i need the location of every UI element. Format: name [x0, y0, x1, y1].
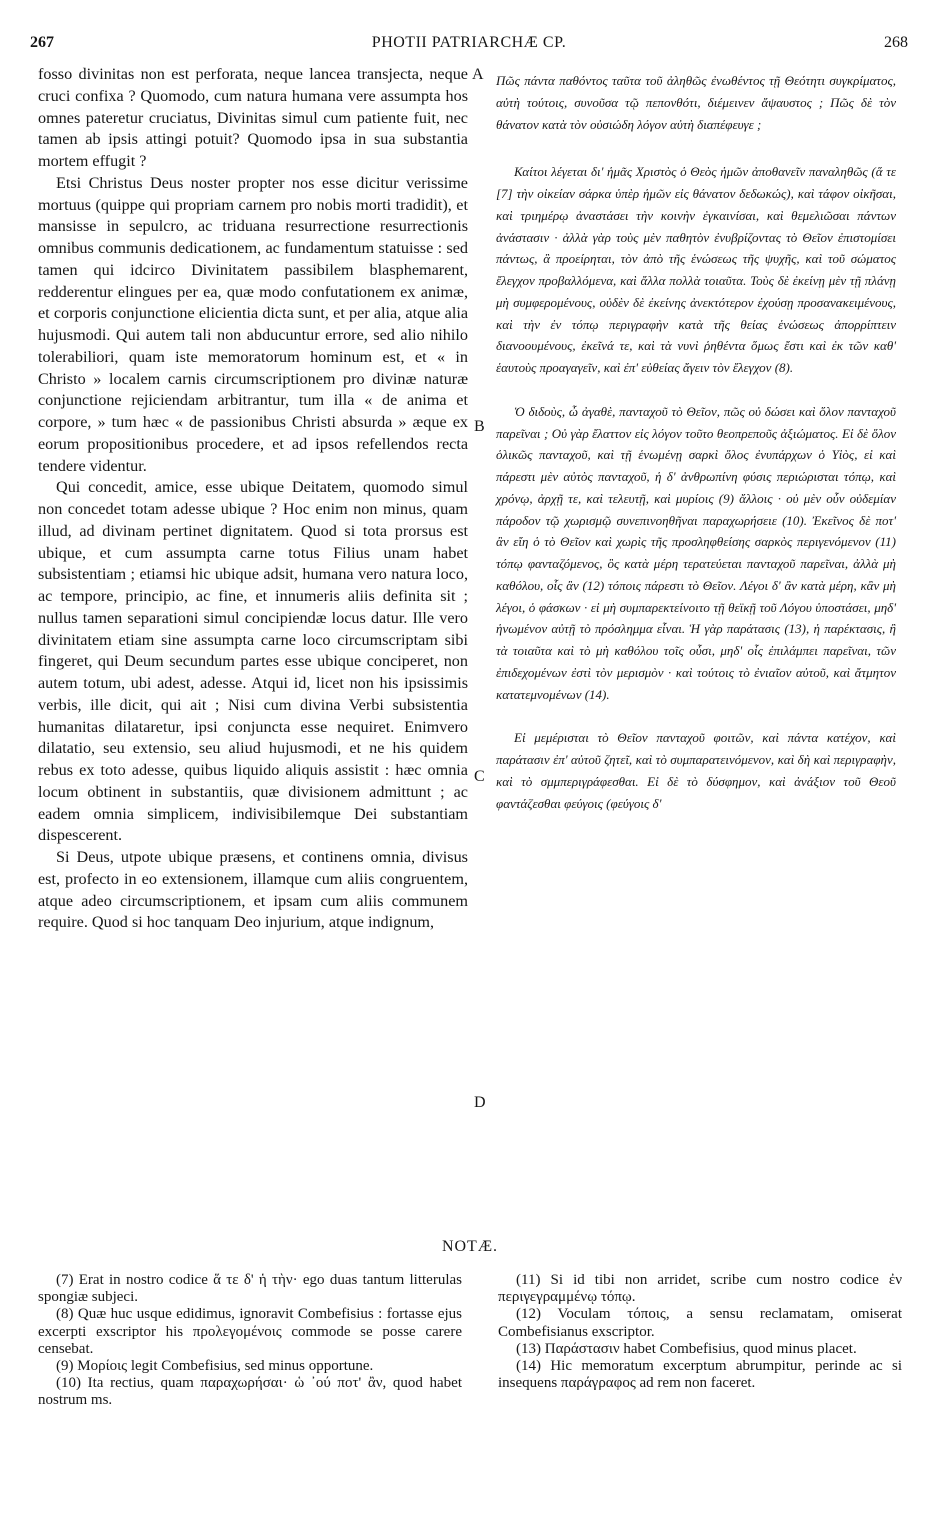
- greek-paragraph: Καίτοι λέγεται δι' ἡμᾶς Χριστὸς ὁ Θεὸς ἡμῶν ἀποθανεῖν παναληθῶς (ἅ τε [7] τὴν οἰκείαν σάρκα ὑπὲρ ἡμῶν εἰς θάνατον δεδωκώς), καὶ τάφον οἰκῆσαι, καὶ τριημέρῳ ἀναστάσει τὴν κοινὴν ἐγκαινίσαι, καὶ θεμελιῶσαι πάντων ἀνάστασιν · ἀλλὰ γὰρ τοὺς μὲν παθητὸν ἐνυβρίζοντας τὸ Θεῖον ἐπιστομίσει πάντως, ἃ προείρηται, τὸν ἀπὸ τῆς ἑνώσεως τῆς ψυχῆς, καὶ τοῦ σώματος ἔλεγχον προβαλλόμενα, καὶ ἄλλα πολλὰ τοιαῦτα. Τοὺς δὲ ἐκείνῃ μὲν τῇ πλάνῃ μὴ συμφερομένους, οὐδὲν δὲ ἐκείνης ἀνεκτότερον ἐχούσῃ προσανακειμένους, καὶ τὴν ἐν τόπῳ περιγραφὴν κατὰ τῆς θείας ἑνώσεως ἀπορρίπτειν διανοουμένους, ἐκεῖνά τε, καὶ τὰ νυνὶ ῥηθέντα ὅμως ἔστι καὶ ἐκ τῶν καθ' ἑαυτοὺς προαγαγεῖν, καὶ ἐπ' εὐθείας ἄγειν τὸν ἔλεγχον (8).: [496, 164, 896, 375]
- footnote: (10) Ita rectius, quam παραχωρήσαι· ὡ ᾿ού ποτ' ἂν, quod habet nostrum ms.: [38, 1375, 462, 1409]
- section-marker-a: A: [472, 66, 484, 83]
- greek-paragraph: Ὁ διδοὺς, ὦ ἀγαθὲ, πανταχοῦ τὸ Θεῖον, πῶς οὐ δώσει καὶ ὅλον πανταχοῦ παρεῖναι ; Οὐ γὰρ ἔλαττον εἰς λόγον τοῦτο θεοπρεποῦς ἀξιώματος. Εἰ δὲ ὅλον ὁλικῶς πανταχοῦ, καὶ τῇ ἑνωμένῃ σαρκὶ ὅλος ἐνυπάρχων ὁ Υἱὸς, εἰ καὶ πάρεστι μὲν αὐτὸς πανταχοῦ, ἡ δ' ἀνθρωπίνη φύσις περιώρισται τόπῳ, καὶ χρόνῳ, ἀρχῇ τε, καὶ τελευτῇ, καὶ μυρίοις (9) ἄλλοις · οὐ μὲν οὖν οὐδεμίαν πάροδον τῷ χωρισμῷ συνεπινοηθῆναι παραχωρήσειε (10). Ἐκεῖνος δὲ ποτ' ἂν εἴη ὁ τὸ Θεῖον καὶ χωρὶς τῆς προσληφθείσης σαρκὸς περιγενόμενον (11) τόπῳ φανταζόμενος, ὃς κατὰ μέρη τερατεύεται πανταχοῦ παρεῖναι, ἀλλὰ μὴ καθόλου, οἷς ἂν (12) τόποις πάρεστι τὸ Θεῖον. Λέγοι δ' ἂν κατὰ μέρη, κἂν μὴ λέγοι, ὁ φάσκων · εἰ μὴ συμπαρεκτείνοιτο τῇ θεϊκῇ τοῦ Λόγου ὑποστάσει, μηδ' ἡνωμένον αὐτῇ τὸ πρόσλημμα εἶναι. Ἡ γὰρ παράτασις (13), ἡ παρέκτασις, ἢ τὰ τοιαῦτα καὶ τὸ μὴ καθόλου τοῖς οὖσι, μηδ' οἷς ἐπιλάμπει παρεῖναι, τῶν ἐπιδεχομένων ἐστὶ τὸν μερισμὸν · καὶ τούτοις τὸ ἐνιαῖον αὐτοῦ, καὶ ἄτμητον κατατεμνομένων (14).: [496, 403, 896, 702]
- footnote: (8) Quæ huc usque edidimus, ignoravit Combefisius : fortasse ejus excerpti exscriptor his προλεγομένοις commode se posse carere censebat.: [38, 1306, 462, 1357]
- latin-paragraph: Si Deus, utpote ubique præsens, et continens omnia, divisus est, profecto in eo extensionem, illamque cum aliis congruentem, atque adeo circumscriptionem, et ipsam cum aliis communem require. Quod si hoc tanquam Deo injurium, atque indignum,: [38, 848, 468, 932]
- latin-paragraph: Etsi Christus Deus noster propter nos esse dicitur verissime mortuus (quippe qui propriam carnem pro nobis morti tradidit), et mansisse in sepulcro, ac triduana resurrectione resurrectionis omnibus communis dedicationem, ac fundamentum statuisse : sed tamen qui idcirco Divinitatem passibilem blasphemarent, redderentur elingues per ea, quæ modo confutationem ex animæ, et corporis conjunctione elicientia dicta sunt, et per alia, atque alia hujusmodi. Qui autem tali non abducuntur errore, sed alio nihilo tolerabiliori, quam iste memoratorum hominum est, et « in Christo » localem carnis circumscriptionem pro divinæ naturæ conjunctione rejiciendam arbitrantur, tum illa « de anima et corpore, » tum hæc « de passionibus Christi absurda » æque ex eorum propositionibus procedere, et ad ipsos refellendos recta tendere videntur.: [38, 173, 468, 475]
- footnote: (12) Voculam τόποις, a sensu reclamatam, omiserat Combefisianus exscriptor.: [498, 1306, 902, 1340]
- footnote: (13) Παράστασιν habet Combefisius, quod minus placet.: [516, 1340, 857, 1357]
- footnote: (7) Erat in nostro codice ἅ τε δ' ἡ τὴν· ego duas tantum litterulas spongiæ subjeci.: [38, 1272, 462, 1306]
- footnote: (9) Μορίοις legit Combefisius, sed minus opportune.: [56, 1358, 374, 1375]
- latin-paragraph: fosso divinitas non est perforata, neque lancea transjecta, neque cruci confixa ? Quomodo, cum natura humana vere assumpta hos omnes pateretur cruciatus, Divinitas simul cum patiente fuit, nec tamen ab ipsis attingi potuit? Quomodo ipsa in sua substantia mortem effugit ?: [38, 65, 468, 170]
- notes-right-column: [498, 1272, 902, 1392]
- page-header: [30, 34, 908, 56]
- latin-paragraph: Qui concedit, amice, esse ubique Deitatem, quomodo simul non concedet totam adesse ubique ? Hoc enim non minus, quam illud, ad divinam pertinet dignitatem. Quod si tota prorsus est ubique, et cum assumpta carne totus Filius unam habet subsistentiam ; etiamsi hic ubique adsit, humana vero natura loco, ac tempore, principio, ac fine, et innumeris aliis definita sit ; nullus tamen separationi simul concipiendæ locus datur. Ille vero divinitatem etiam sine assumpta carne loco circumscriptam sibi fingeret, qui Deum secundum partes esse ubique conciperet, non autem totum, ubi adest, adesse. Atqui id, licet non his ipsissimis verbis, ille dicit, qui ait ; Nisi cum divina Verbi subsistentia humanitas dilataretur, ipsi conjuncta esse nequiret. Enimvero dilatatio, seu extensio, seu aliud hujusmodi, et ne his quidem rebus ex toto adesse, quibus liquido aliquis assistit : hæc omnia locum obtinent in substantiis, quæ divisionem admittunt ; ac eadem omnia simplicem, indivisibilemque Dei substantiam dispescerent.: [38, 478, 468, 845]
- section-marker-c: C: [474, 768, 485, 785]
- greek-paragraph: Πῶς πάντα παθόντος ταῦτα τοῦ ἀληθῶς ἐνωθέντος τῇ Θεότητι συγκρίματος, αὐτὴ τούτοις, συνοῦσα τῷ πεπονθότι, διέμεινεν ἄψαυστος ; Πῶς δὲ τὸν θάνατον κατὰ τὸν οὐσιώδη λόγον αὐτὴ διαπέφευγε ;: [496, 73, 896, 132]
- page-number-left: 267: [30, 34, 54, 51]
- page-number-right: 268: [884, 34, 908, 51]
- latin-column: [38, 64, 468, 934]
- greek-paragraph: Εἰ μεμέρισται τὸ Θεῖον πανταχοῦ φοιτῶν, καὶ πάντα κατέχον, καὶ παράτασιν ἐπ' αὐτοῦ ζητεῖ, καὶ τὸ συμπαρατεινόμενον, καὶ δὴ καὶ περιγραφὴν, καὶ τὸ σμμπεριγράφεσθαι. Εἰ δὲ τὸ δύσφημον, καὶ ἀνάξιον τοῦ Θεοῦ φαντάζεσθαι φεύγοις (φεύγοις δ': [496, 730, 896, 811]
- footnote: (11) Si id tibi non arridet, scribe cum nostro codice ἐν περιγεγραμμένῳ τόπῳ.: [498, 1272, 902, 1306]
- notes-left-column: [38, 1272, 462, 1410]
- footnote: (14) Hic memoratum excerptum abrumpitur, perinde ac si insequens παράγραφος ad rem non faceret.: [498, 1358, 902, 1392]
- greek-column: [496, 70, 896, 814]
- section-marker-d: D: [474, 1094, 486, 1111]
- running-title: PHOTII PATRIARCHÆ CP.: [371, 34, 567, 51]
- section-marker-b: B: [474, 418, 485, 435]
- notes-heading: NOTÆ.: [441, 1238, 499, 1255]
